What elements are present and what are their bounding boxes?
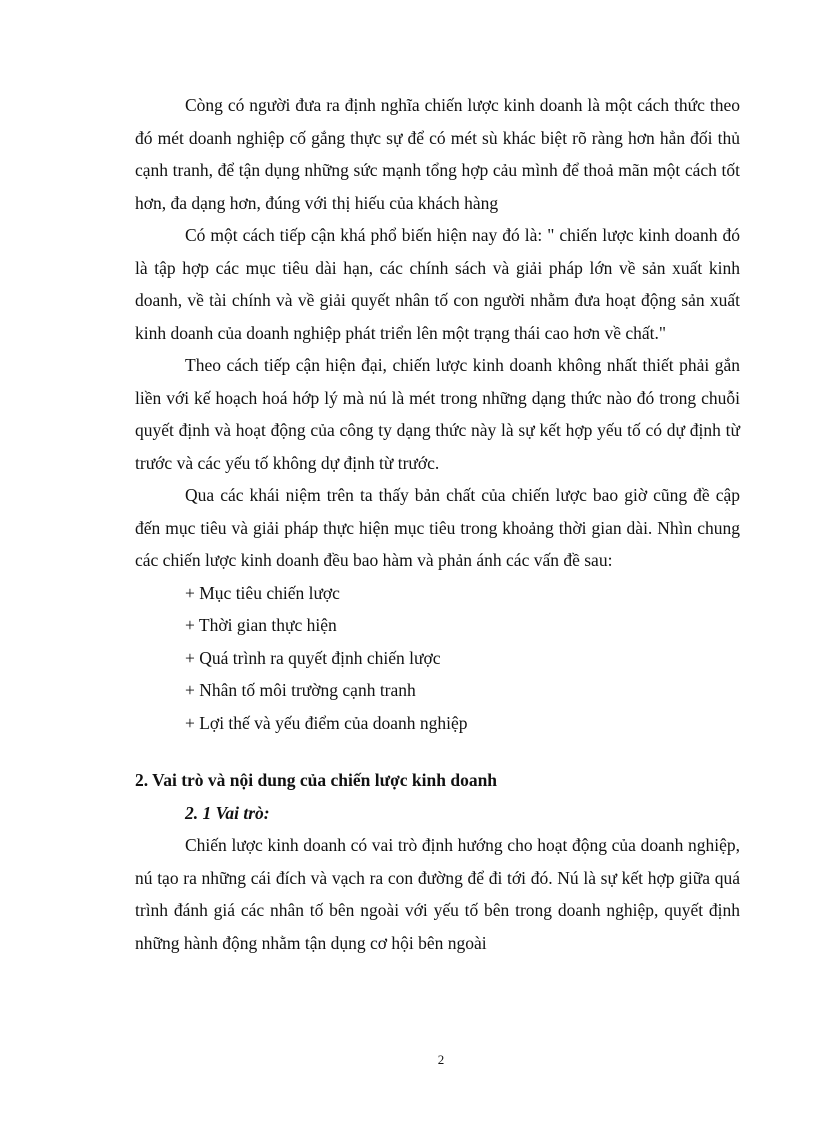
list-item: + Thời gian thực hiện [185, 615, 337, 635]
list-item: + Nhân tố môi trường cạnh tranh [185, 680, 416, 700]
page-number: 2 [437, 1052, 445, 1067]
list-item: + Lợi thế và yếu điểm của doanh nghiệp [185, 712, 468, 733]
list-item: + Quá trình ra quyết định chiến lược [185, 647, 441, 668]
paragraph-summary: Qua các khái niệm trên ta thấy bản chất của chiến lược bao giờ cũng đề cập đến mục tiêu và giải pháp thực hiện mục tiêu trong khoảng thời gian dài. Nhìn chung các chiến lược kinh doanh đều bao hàm và phản ánh các vấn đề sau: [135, 485, 740, 570]
section-heading: 2. Vai trò và nội dung của chiến lược kinh doanh [135, 770, 498, 790]
subsection-heading: 2. 1 Vai trò: [185, 802, 270, 823]
paragraph-common-approach: Có một cách tiếp cận khá phổ biến hiện nay đó là: " chiến lược kinh doanh đó là tập hợp các mục tiêu dài hạn, các chính sách và giải pháp lớn về sản xuất kinh doanh, về tài chính và về giải quyết nhân tố con người nhằm đưa hoạt động sản xuất kinh doanh của doanh nghiệp phát triển lên một trạng thái cao hơn về chất." [135, 225, 740, 343]
strategy-elements-list [135, 577, 740, 740]
list-item: + Mục tiêu chiến lược [185, 582, 340, 603]
document-page [135, 89, 740, 959]
paragraph-definition: Còng có người đưa ra định nghĩa chiến lược kinh doanh là một cách thức theo đó mét doanh nghiệp cố gắng thực sự để có mét sù khác biệt rõ ràng hơn hẳn đối thủ cạnh tranh, để tận dụng những sức mạnh tổng hợp cảu mình để thoả mãn một cách tốt hơn, đa dạng hơn, đúng với thị hiếu của khách hàng [135, 95, 740, 213]
paragraph-role: Chiến lược kinh doanh có vai trò định hướng cho hoạt động của doanh nghiệp, nú tạo ra những cái đích và vạch ra con đường để đi tới đó. Nú là sự kết hợp giữa quá trình đánh giá các nhân tố bên ngoài với yếu tố bên trong doanh nghiệp, quyết định những hành động nhằm tận dụng cơ hội bên ngoài [135, 835, 740, 953]
paragraph-modern-approach: Theo cách tiếp cận hiện đại, chiến lược kinh doanh không nhất thiết phải gắn liền với kế hoạch hoá hớp lý mà nú là mét trong những dạng thức nào đó trong chuỗi quyết định và hoạt động của công ty dạng thức này là sự kết hợp yếu tố có dự định từ trước và các yếu tố không dự định từ trước. [135, 355, 740, 473]
